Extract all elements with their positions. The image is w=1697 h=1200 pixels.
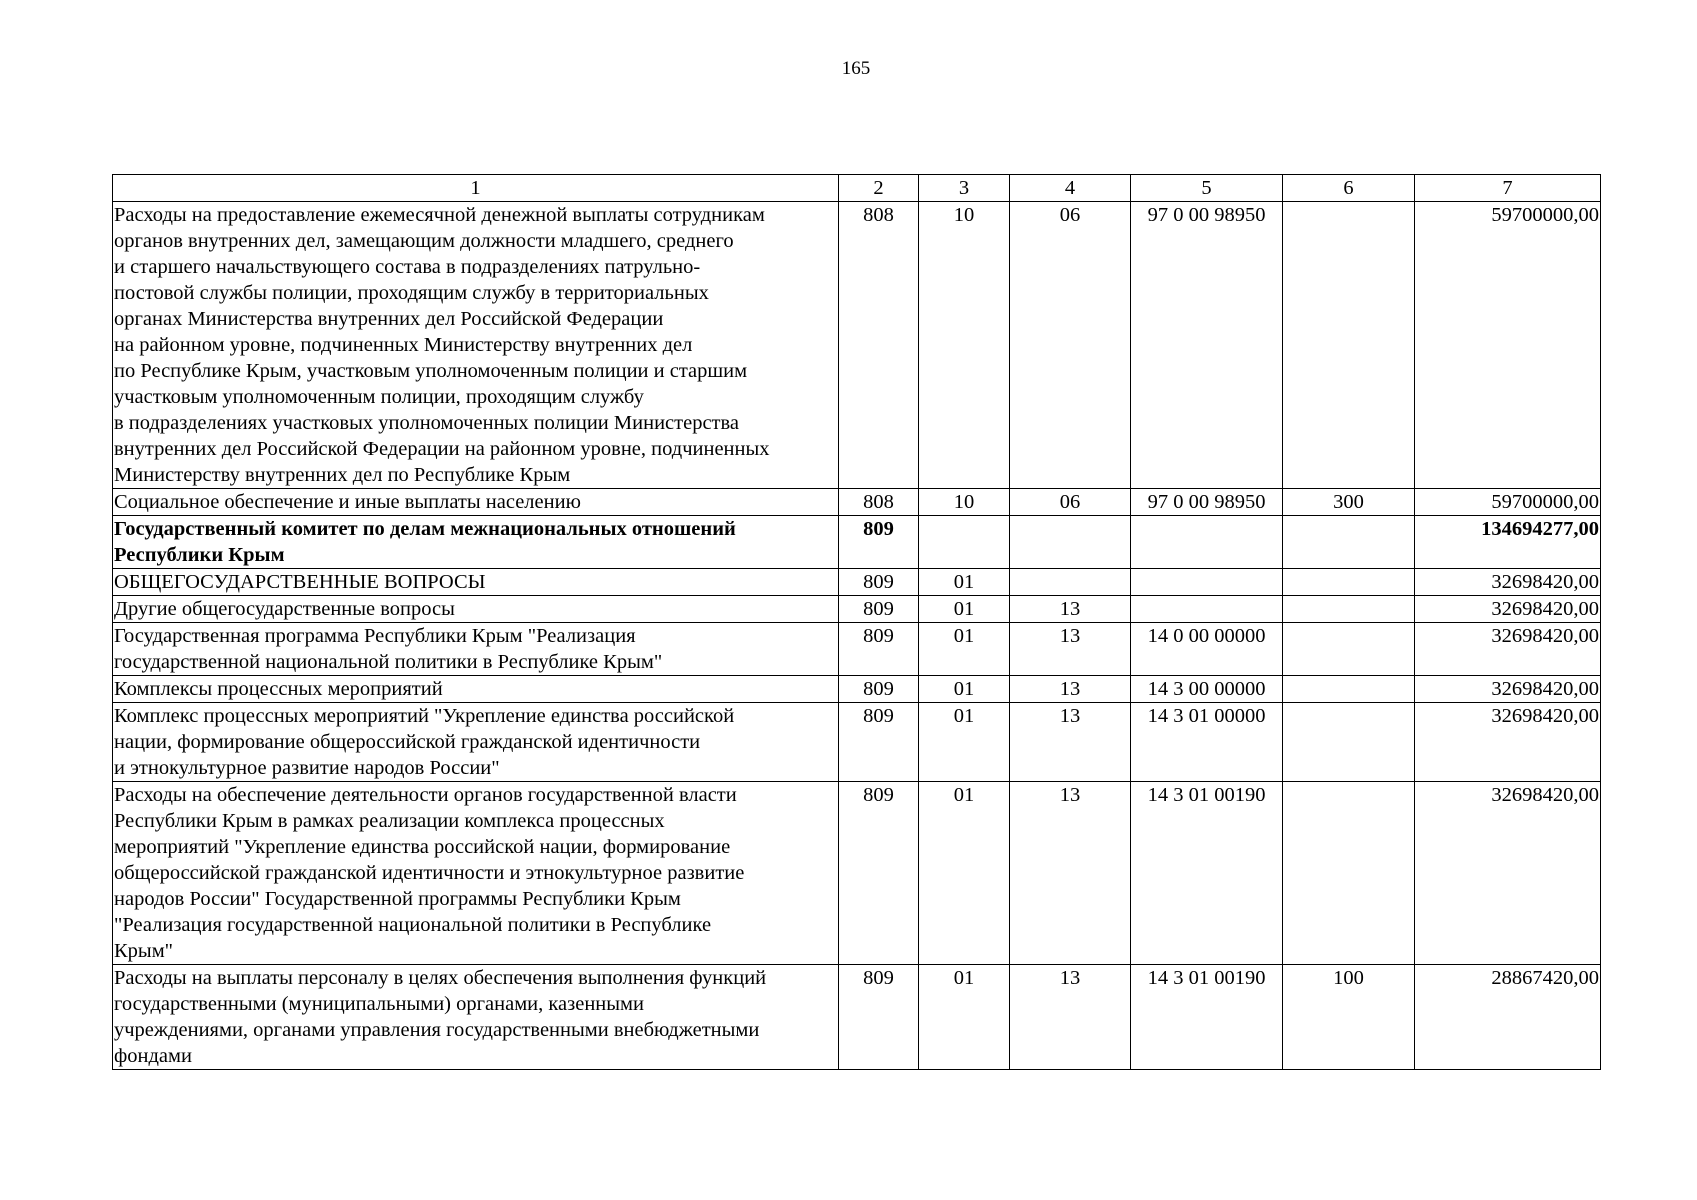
column-header: 1 bbox=[113, 175, 839, 202]
table-row bbox=[113, 676, 1601, 703]
column-header: 6 bbox=[1283, 175, 1415, 202]
table-row bbox=[113, 965, 1601, 1070]
amount: 32698420,00 bbox=[1415, 782, 1601, 965]
table-row bbox=[113, 489, 1601, 516]
amount: 32698420,00 bbox=[1415, 676, 1601, 703]
amount: 59700000,00 bbox=[1415, 489, 1601, 516]
amount: 59700000,00 bbox=[1415, 202, 1601, 489]
column-header: 4 bbox=[1010, 175, 1131, 202]
section-code: 10 bbox=[919, 489, 1010, 516]
budget-table bbox=[112, 174, 1601, 1070]
ministry-code: 809 bbox=[839, 676, 919, 703]
expense-type-code bbox=[1283, 596, 1415, 623]
amount: 32698420,00 bbox=[1415, 703, 1601, 782]
ministry-code: 809 bbox=[839, 782, 919, 965]
ministry-code: 809 bbox=[839, 596, 919, 623]
amount: 28867420,00 bbox=[1415, 965, 1601, 1070]
expense-type-code: 100 bbox=[1283, 965, 1415, 1070]
expense-type-code: 300 bbox=[1283, 489, 1415, 516]
column-header: 7 bbox=[1415, 175, 1601, 202]
expense-type-code bbox=[1283, 516, 1415, 569]
target-article-code bbox=[1131, 596, 1283, 623]
subsection-code bbox=[1010, 569, 1131, 596]
target-article-code: 14 3 01 00190 bbox=[1131, 965, 1283, 1070]
column-header: 2 bbox=[839, 175, 919, 202]
page-number: 165 bbox=[841, 58, 871, 79]
ministry-code: 809 bbox=[839, 965, 919, 1070]
subsection-code: 06 bbox=[1010, 202, 1131, 489]
target-article-code: 97 0 00 98950 bbox=[1131, 489, 1283, 516]
ministry-code: 808 bbox=[839, 489, 919, 516]
table-row bbox=[113, 202, 1601, 489]
row-name: Расходы на выплаты персоналу в целях обеспечения выполнения функций государственными (муниципальными) органами, казенными учреждениями, органами управления государственными внебюджетными фондами bbox=[113, 965, 839, 1070]
table-body bbox=[113, 202, 1601, 1070]
row-name: Комплекс процессных мероприятий "Укрепление единства российской нации, формирование общероссийской гражданской идентичности и этнокультурное развитие народов России" bbox=[113, 703, 839, 782]
header-row bbox=[113, 175, 1601, 202]
row-name: ОБЩЕГОСУДАРСТВЕННЫЕ ВОПРОСЫ bbox=[113, 569, 839, 596]
ministry-code: 809 bbox=[839, 569, 919, 596]
section-code: 01 bbox=[919, 703, 1010, 782]
ministry-code: 809 bbox=[839, 623, 919, 676]
row-name: Другие общегосударственные вопросы bbox=[113, 596, 839, 623]
target-article-code bbox=[1131, 516, 1283, 569]
table-row bbox=[113, 516, 1601, 569]
subsection-code: 13 bbox=[1010, 703, 1131, 782]
section-code: 01 bbox=[919, 965, 1010, 1070]
row-name: Расходы на обеспечение деятельности органов государственной власти Республики Крым в рамках реализации комплекса процессных мероприятий "Укрепление единства российской нации, формирование общероссийской гражданской идентичности и этнокультурное развитие народов России" Государственной программы Республики Крым "Реализация государственной национальной политики в Республике Крым" bbox=[113, 782, 839, 965]
ministry-code: 808 bbox=[839, 202, 919, 489]
target-article-code: 97 0 00 98950 bbox=[1131, 202, 1283, 489]
target-article-code: 14 0 00 00000 bbox=[1131, 623, 1283, 676]
subsection-code: 13 bbox=[1010, 596, 1131, 623]
amount: 32698420,00 bbox=[1415, 623, 1601, 676]
section-code: 10 bbox=[919, 202, 1010, 489]
amount: 32698420,00 bbox=[1415, 596, 1601, 623]
expense-type-code bbox=[1283, 782, 1415, 965]
amount: 134694277,00 bbox=[1415, 516, 1601, 569]
subsection-code: 06 bbox=[1010, 489, 1131, 516]
table-row bbox=[113, 569, 1601, 596]
expense-type-code bbox=[1283, 703, 1415, 782]
section-code: 01 bbox=[919, 623, 1010, 676]
table-row bbox=[113, 782, 1601, 965]
section-code: 01 bbox=[919, 596, 1010, 623]
expense-type-code bbox=[1283, 202, 1415, 489]
section-code: 01 bbox=[919, 782, 1010, 965]
ministry-code: 809 bbox=[839, 516, 919, 569]
column-header: 3 bbox=[919, 175, 1010, 202]
section-code bbox=[919, 516, 1010, 569]
column-header: 5 bbox=[1131, 175, 1283, 202]
target-article-code: 14 3 00 00000 bbox=[1131, 676, 1283, 703]
target-article-code bbox=[1131, 569, 1283, 596]
target-article-code: 14 3 01 00190 bbox=[1131, 782, 1283, 965]
subsection-code bbox=[1010, 516, 1131, 569]
expense-type-code bbox=[1283, 623, 1415, 676]
row-name: Расходы на предоставление ежемесячной денежной выплаты сотрудникам органов внутренних дел, замещающим должности младшего, среднего и старшего начальствующего состава в подразделениях патрульно- постовой службы полиции, проходящим службу в территориальных органах Министерства внутренних дел Российской Федерации на районном уровне, подчиненных Министерству внутренних дел по Республике Крым, участковым уполномоченным полиции и старшим участковым уполномоченным полиции, проходящим службу в подразделениях участковых уполномоченных полиции Министерства внутренних дел Российской Федерации на районном уровне, подчиненных Министерству внутренних дел по Республике Крым bbox=[113, 202, 839, 489]
subsection-code: 13 bbox=[1010, 676, 1131, 703]
subsection-code: 13 bbox=[1010, 965, 1131, 1070]
row-name: Социальное обеспечение и иные выплаты населению bbox=[113, 489, 839, 516]
row-name: Комплексы процессных мероприятий bbox=[113, 676, 839, 703]
ministry-code: 809 bbox=[839, 703, 919, 782]
section-code: 01 bbox=[919, 676, 1010, 703]
row-name: Государственная программа Республики Крым "Реализация государственной национальной политики в Республике Крым" bbox=[113, 623, 839, 676]
table-row bbox=[113, 596, 1601, 623]
expense-type-code bbox=[1283, 569, 1415, 596]
expense-type-code bbox=[1283, 676, 1415, 703]
subsection-code: 13 bbox=[1010, 623, 1131, 676]
table-row bbox=[113, 623, 1601, 676]
table-row bbox=[113, 703, 1601, 782]
subsection-code: 13 bbox=[1010, 782, 1131, 965]
section-code: 01 bbox=[919, 569, 1010, 596]
target-article-code: 14 3 01 00000 bbox=[1131, 703, 1283, 782]
amount: 32698420,00 bbox=[1415, 569, 1601, 596]
row-name: Государственный комитет по делам межнациональных отношений Республики Крым bbox=[113, 516, 839, 569]
